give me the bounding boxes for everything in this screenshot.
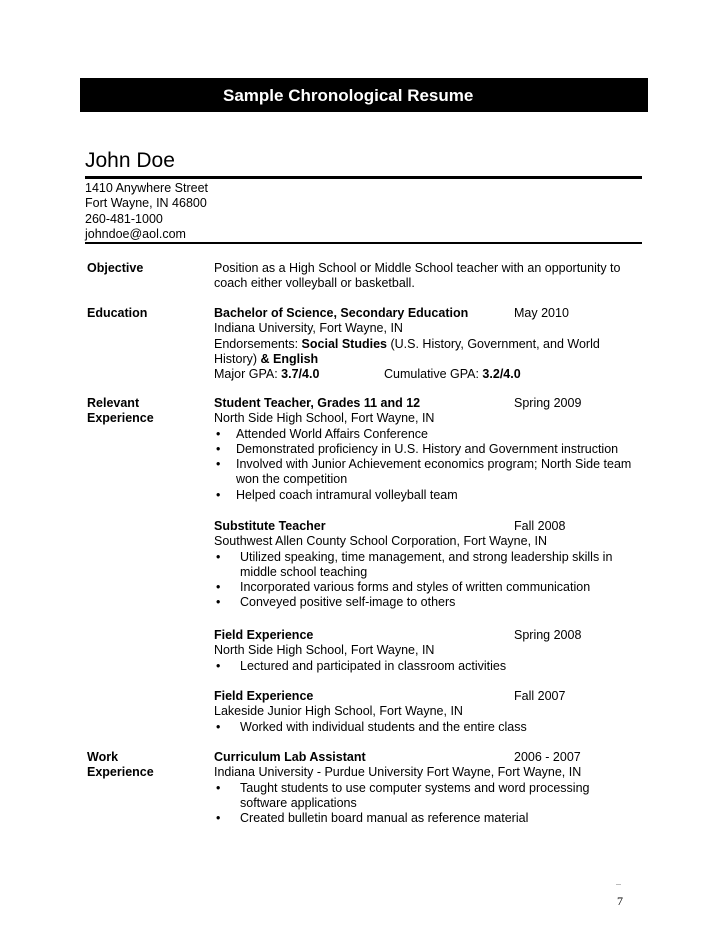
relevant-experience-label	[87, 396, 154, 427]
job-date: Fall 2007	[514, 689, 566, 703]
objective-label: Objective	[87, 261, 144, 275]
contact-city: Fort Wayne, IN 46800	[85, 196, 207, 211]
bullet-item: • Taught students to use computer systems and word processing software applications	[214, 781, 644, 812]
degree-row	[214, 306, 644, 321]
job-title: Student Teacher, Grades 11 and 12	[214, 396, 421, 410]
major-gpa-value: 3.7	[281, 367, 299, 382]
footer-mark	[616, 884, 621, 885]
job-bullets	[214, 659, 644, 674]
job-entry	[214, 519, 644, 611]
bullet-item: • Demonstrated proficiency in U.S. History and Government instruction	[214, 442, 644, 457]
school-name: Indiana University, Fort Wayne, IN	[214, 321, 403, 336]
job-organization: Indiana University - Purdue University Fort Wayne, Fort Wayne, IN	[214, 765, 582, 780]
job-organization: North Side High School, Fort Wayne, IN	[214, 643, 435, 658]
education-entry	[214, 306, 644, 382]
bullet-item: • Worked with individual students and the entire class	[214, 720, 644, 735]
relevant-label-line: Experience	[87, 411, 154, 426]
endorsements-prefix: Endorsements:	[214, 336, 302, 351]
cumulative-gpa	[384, 367, 521, 382]
relevant-label-line: Relevant	[87, 396, 140, 410]
resume-title-banner: Sample Chronological Resume	[80, 78, 648, 112]
cumulative-gpa-scale: /4.0	[499, 367, 521, 382]
endorsements-line	[214, 337, 644, 352]
objective-text	[214, 261, 644, 292]
education-label: Education	[87, 306, 148, 320]
candidate-name: John Doe	[85, 149, 175, 172]
job-entry	[214, 628, 644, 674]
endorsement-english: & English	[260, 351, 319, 366]
bullet-item: • Involved with Junior Achievement economics program; North Side team won the competition	[214, 457, 644, 488]
job-bullets	[214, 550, 644, 611]
degree-title: Bachelor of Science, Secondary Education	[214, 306, 469, 320]
objective-line: Position as a High School or Middle School teacher with an opportunity to	[214, 261, 621, 275]
bullet-item: • Helped coach intramural volleyball team	[214, 488, 644, 503]
job-date: Spring 2008	[514, 628, 582, 642]
gpa-row	[214, 367, 644, 382]
contact-email: johndoe@aol.com	[85, 226, 186, 241]
job-date: 2006 - 2007	[514, 750, 581, 764]
name-divider	[85, 176, 642, 179]
endorsement-detail: (U.S. History, Government, and World	[387, 336, 600, 351]
bullet-item: • Conveyed positive self-image to others	[214, 595, 644, 610]
job-date: Fall 2008	[514, 519, 566, 533]
endorsement-social-studies: Social Studies	[301, 336, 387, 351]
contact-phone: 260-481-1000	[85, 211, 163, 226]
bullet-item: • Incorporated various forms and styles of written communication	[214, 580, 644, 595]
cumulative-gpa-value: 3.2	[482, 367, 500, 382]
major-gpa-scale: /4.0	[298, 367, 320, 382]
job-entry	[214, 689, 644, 735]
contact-divider	[85, 242, 642, 244]
job-date: Spring 2009	[514, 396, 582, 410]
job-title-row	[214, 396, 644, 411]
work-label-line: Work	[87, 750, 119, 764]
job-organization: Southwest Allen County School Corporation, Fort Wayne, IN	[214, 534, 548, 549]
job-entry	[214, 750, 644, 826]
work-label-line: Experience	[87, 765, 154, 780]
job-bullets	[214, 427, 644, 503]
contact-street: 1410 Anywhere Street	[85, 181, 208, 195]
job-title: Curriculum Lab Assistant	[214, 750, 366, 764]
job-title-row	[214, 689, 644, 704]
bullet-item: • Utilized speaking, time management, and strong leadership skills in middle school teaching	[214, 550, 644, 581]
job-title: Substitute Teacher	[214, 519, 326, 533]
work-experience-label	[87, 750, 154, 781]
job-title: Field Experience	[214, 628, 314, 642]
bullet-item: • Lectured and participated in classroom activities	[214, 659, 644, 674]
job-title: Field Experience	[214, 689, 314, 703]
bullet-item: • Created bulletin board manual as reference material	[214, 811, 644, 826]
page-number: 7	[617, 894, 623, 908]
objective-line: coach either volleyball or basketball.	[214, 276, 415, 291]
job-organization: North Side High School, Fort Wayne, IN	[214, 411, 435, 426]
job-title-row	[214, 519, 644, 534]
job-organization: Lakeside Junior High School, Fort Wayne, IN	[214, 704, 463, 719]
job-title-row	[214, 750, 644, 765]
degree-date: May 2010	[514, 306, 569, 320]
major-gpa-label: Major GPA:	[214, 367, 282, 382]
bullet-item: • Attended World Affairs Conference	[214, 427, 644, 442]
job-entry	[214, 396, 644, 503]
cumulative-gpa-label: Cumulative GPA:	[384, 367, 483, 382]
job-bullets	[214, 781, 644, 827]
job-title-row	[214, 628, 644, 643]
job-bullets	[214, 720, 644, 735]
contact-block	[85, 181, 208, 242]
endorsements-line	[214, 352, 644, 367]
endorsement-detail: History)	[214, 351, 261, 366]
